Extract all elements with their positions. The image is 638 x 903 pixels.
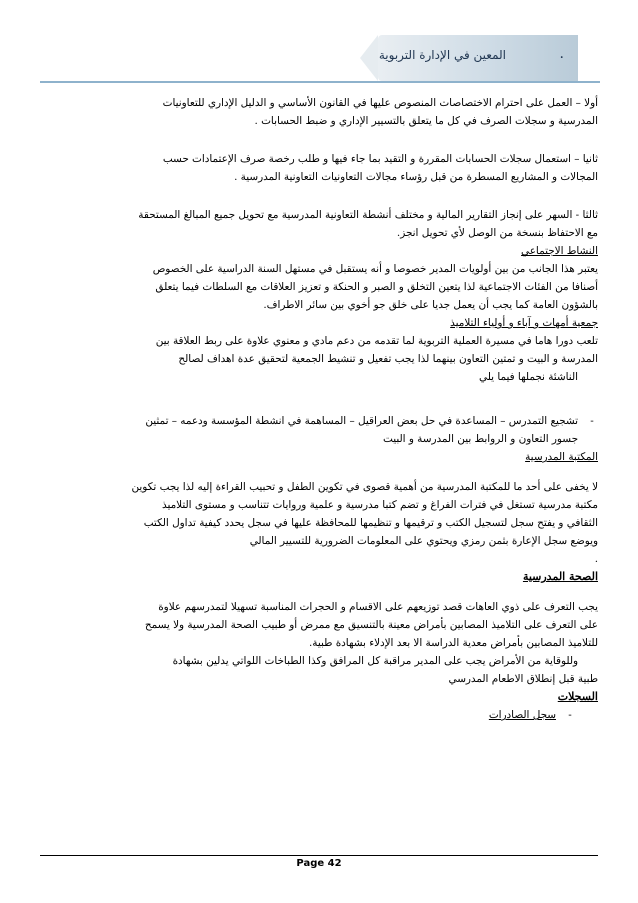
paragraph-third-line2: مع الاحتفاظ بنسخة من الوصل لأي تحويل انجز. [396, 227, 598, 239]
school-library-line2: مكتبة مدرسية تستغل في فترات الفراغ و تضم كتبا مدرسية و علمية وروايات تتناسب و مستوى التلاميذ [162, 499, 598, 511]
school-library-line1: لا يخفى على أحد ما للمكتبة المدرسية من أهمية قصوى في تكوين الطفل و تحبيب القراءة إليه لذا يجب تكوين [131, 481, 598, 493]
school-health-line4: وللوقاية من الأمراض يجب على المدير مراقبة كل المرافق وكذا الطباخات اللواتي يدلين بشهادة [172, 655, 578, 667]
records-heading: السجلات [557, 690, 598, 703]
school-library-dot: . [594, 553, 598, 565]
page-number: Page 42 [296, 858, 342, 869]
paragraph-second-line2: المجالات و المشاريع المسطرة من قبل رؤساء مجالات التعاونيات التعاونية المدرسية . [234, 171, 598, 183]
bullet-dash: - [590, 415, 594, 427]
social-activity-line2: أصنافا من الفئات الاجتماعية لذا يتعين التخلق و الصبر و الحنكة و تعزيز العلاقات مع السلطات فيما يتعلق [155, 281, 598, 293]
paragraph-first-line2: المدرسية و سجلات الصرف في كل ما يتعلق بالتسيير الإداري و ضبط الحسابات . [254, 115, 598, 127]
social-activity-heading: النشاط الاجتماعي [521, 245, 598, 257]
footer-rule [40, 855, 598, 856]
school-health-line5: طبية قبل إنطلاق الاطعام المدرسي [448, 673, 598, 685]
records-item-outgoing: سجل الصادرات [488, 709, 556, 721]
bullet-text-line2: جسور التعاون و الروابط بين المدرسة و البيت [383, 433, 578, 445]
document-body [42, 94, 598, 724]
parents-association-line3: الناشئة نجملها فيما يلي [479, 371, 578, 383]
paragraph-second-line1: ثانيا – استعمال سجلات الحسابات المقررة و التقيد بما جاء فيها و طلب رخصة صرف الإعتمادات حسب [162, 153, 598, 165]
header-bullet: . [559, 46, 564, 62]
school-health-heading: الصحة المدرسية [522, 570, 598, 583]
records-item-row [42, 706, 598, 724]
school-health-line2: على التعرف على التلاميذ المصابين بأمراض معينة بالتنسيق مع ممرض أو طبيب الصحة المدرسية ولا يسمح [144, 619, 598, 631]
parents-association-heading: جمعية أمهات و آباء و أولياء التلاميذ [450, 317, 598, 329]
header-title: المعين في الإدارة التربوية [378, 48, 506, 62]
parents-association-line2: المدرسة و البيت و تمتين التعاون بينهما لذا يجب تفعيل و تنشيط الجمعية لتحقيق عدة اهداف لصالح [178, 353, 598, 365]
parents-association-line1: تلعب دورا هاما في مسيرة العملية التربوية لما تقدمه من دعم مادي و معنوي علاوة على ربط العلاقة بين [155, 335, 598, 347]
paragraph-first-line1: أولا – العمل على احترام الاختصاصات المنصوص عليها في القانون الأساسي و الدليل الإداري للتعاونيات [162, 97, 598, 109]
school-health-line1: يجب التعرف على ذوي العاهات قصد توزيعهم على الاقسام و الحجرات المناسبة تسهيلا لتمدرسهم علاوة [158, 601, 598, 613]
social-activity-line1: يعتبر هذا الجانب من بين أولويات المدير خصوصا و أنه يستقبل في مستهل السنة الدراسية على الخصوص [152, 263, 598, 275]
paragraph-third-line1: ثالثا - السهر على إنجاز التقارير المالية و مختلف أنشطة التعاونية المدرسية مع تحويل جميع المبالغ المستحقة [138, 209, 598, 221]
parents-association-bullet [42, 412, 598, 448]
school-library-line4: ويوضع سجل الإعارة بثمن رمزي ويحتوي على المعلومات الضرورية للتسيير المالي [249, 535, 598, 547]
header-banner [378, 35, 578, 81]
bullet-text [145, 412, 578, 448]
records-bullet-dash: - [568, 709, 572, 721]
bullet-text-line1: تشجيع التمدرس – المساعدة في حل بعض العراقيل – المساهمة في انشطة المؤسسة ودعمه – تمثين [145, 415, 578, 427]
header-rule [40, 81, 600, 83]
school-library-line3: الثقافي و يفتح سجل لتسجيل الكتب و ترقيمها و تنظيمها للمحافظة عليها في سجل يحدد كيفية تداول الكتب [143, 517, 598, 529]
social-activity-line3: بالشؤون العامة كما يجب أن يعمل جديا على خلق جو أخوي بين سائر الاطراف. [263, 299, 598, 311]
school-library-heading: المكتبة المدرسية [525, 451, 598, 463]
school-health-line3: للتلاميذ المصابين بأمراض معدية الدراسة الا بعد الإدلاء بشهادة طبية. [308, 637, 598, 649]
